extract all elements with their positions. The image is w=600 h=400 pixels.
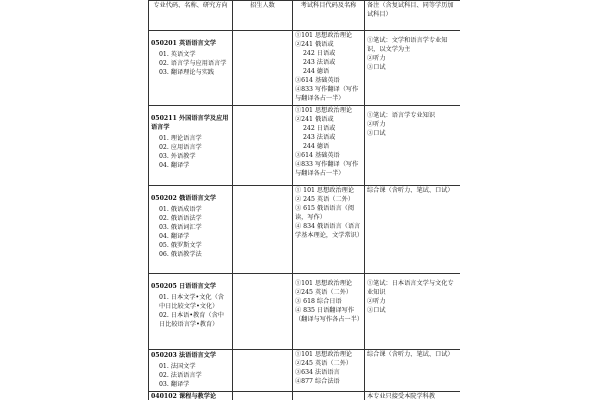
exam-item: ① 101 思想政治理论 — [295, 186, 355, 194]
enrollment-cell — [233, 391, 293, 400]
exam-item: ①101 思想政治理论 — [295, 106, 353, 114]
exam-item: ②245 英语（二外） — [295, 288, 353, 296]
header-notes: 备注（含复试科目、同等学历加试科目） — [365, 1, 461, 31]
exam-item: 242 日语或 — [303, 124, 336, 132]
direction-item: 04. 翻译学 — [159, 232, 190, 240]
header-program: 专业代码、名称、研究方向 — [149, 1, 233, 31]
direction-item: 01. 日本文学•文化（含中日比较文学•文化） — [159, 293, 224, 310]
enrollment-cell — [233, 273, 293, 349]
exam-item: ②241 俄语或 — [295, 40, 334, 48]
program-title: 050205 日语语言文学 — [151, 282, 217, 290]
program-title: 040102 课程与教学论 — [151, 392, 217, 400]
program-title: 050201 英语语言文学 — [151, 40, 217, 47]
enrollment-cell — [233, 349, 293, 391]
exam-item: ② 245 英语（二外） — [295, 195, 355, 203]
exams-cell — [293, 391, 365, 400]
program-title: 050211 外国语言学及应用语言学 — [151, 114, 229, 131]
note-item: ③口试 — [367, 129, 386, 137]
note-item: 综合课（含听力、笔试、口试） — [367, 350, 454, 358]
exam-item: ④877 综合法语 — [295, 377, 340, 385]
header-exams: 考试科目代码及名称 — [293, 1, 365, 31]
direction-item: 04. 翻译学 — [159, 161, 190, 169]
exam-item: ①101 思想政治理论 — [295, 350, 353, 358]
notes-cell — [365, 185, 461, 273]
admissions-table — [148, 0, 460, 400]
exam-item: ③614 基础英语 — [295, 151, 340, 159]
table-row-french — [149, 349, 461, 391]
exam-item: 244 德语 — [303, 142, 330, 150]
direction-item: 01. 理论语言学 — [159, 134, 202, 142]
table-row-curriculum — [149, 391, 461, 400]
exams-cell — [293, 185, 365, 273]
direction-item: 02. 语言学与应用语言学 — [159, 59, 227, 67]
program-title: 050203 法语语言文学 — [151, 351, 217, 359]
exam-item: ④ 835 日语翻译写作（翻译与写作各占一半） — [295, 306, 364, 323]
exam-item: ②245 英语（二外） — [295, 359, 353, 367]
program-cell — [149, 185, 233, 273]
exam-item: 243 法语或 — [303, 133, 336, 141]
exams-cell — [293, 349, 365, 391]
table-row-english-literature — [149, 31, 461, 106]
notes-cell — [365, 31, 461, 106]
exam-item: ④833 写作翻译（写作与翻译各占一半） — [295, 85, 359, 102]
direction-item: 05. 俄罗斯文学 — [159, 241, 202, 249]
direction-item: 02. 应用语言学 — [159, 143, 202, 151]
table-row-linguistics — [149, 105, 461, 185]
direction-item: 03. 翻译理论与实践 — [159, 68, 215, 76]
direction-item: 02. 俄语语法学 — [159, 214, 202, 222]
exams-cell — [293, 105, 365, 185]
admissions-table-page — [148, 0, 460, 400]
notes-cell — [365, 391, 461, 400]
table-row-japanese — [149, 273, 461, 349]
header-enrollment: 招生人数 — [233, 1, 293, 31]
exam-item: ①101 思想政治理论 — [295, 32, 353, 39]
direction-item: 02. 法语语言学 — [159, 371, 202, 379]
exam-item: ④ 834 俄语语言（语言学基本理论，文学常识） — [295, 222, 364, 239]
notes-cell — [365, 105, 461, 185]
note-item: ③口试 — [367, 306, 386, 314]
direction-item: 03. 俄语词汇学 — [159, 223, 202, 231]
note-item: 本专业只接受本院学科教 — [367, 392, 436, 400]
enrollment-cell — [233, 105, 293, 185]
exam-item: ④833 写作翻译（写作与翻译各占一半） — [295, 160, 359, 177]
note-item: ②听力 — [367, 54, 386, 62]
table-header-row — [149, 1, 461, 31]
program-cell — [149, 105, 233, 185]
exam-item: 243 法语或 — [303, 58, 336, 66]
exam-item: ③ 618 综合日语 — [295, 297, 342, 305]
note-item: ①笔试：日本语言文学与文化专业知识 — [367, 279, 454, 296]
exams-cell — [293, 31, 365, 106]
exam-item: ①101 思想政治理论 — [295, 279, 353, 287]
direction-item: 01. 英语文学 — [159, 50, 196, 58]
enrollment-cell — [233, 185, 293, 273]
exam-item: ③614 基础英语 — [295, 76, 340, 84]
program-cell — [149, 391, 233, 400]
note-item: ③口试 — [367, 63, 386, 71]
note-item: ②听力 — [367, 120, 386, 128]
note-item: ②听力 — [367, 297, 386, 305]
exam-item: ②241 俄语或 — [295, 115, 334, 123]
program-title: 050202 俄语语言文学 — [151, 194, 217, 202]
exam-item: ③ 615 俄语语言（阅读，写作） — [295, 204, 355, 221]
direction-item: 06. 俄语教学法 — [159, 250, 202, 258]
program-cell — [149, 349, 233, 391]
notes-cell — [365, 273, 461, 349]
table-row-russian — [149, 185, 461, 273]
note-item: ①笔试：语言学专业知识 — [367, 111, 436, 119]
program-cell — [149, 273, 233, 349]
notes-cell — [365, 349, 461, 391]
exam-item: 244 德语 — [303, 67, 330, 75]
exams-cell — [293, 273, 365, 349]
direction-item: 03. 翻译学 — [159, 380, 190, 388]
direction-item: 01. 法国文学 — [159, 362, 196, 370]
note-item: 综合课（含听力、笔试、口试） — [367, 186, 454, 194]
program-cell — [149, 31, 233, 106]
exam-item: 242 日语或 — [303, 49, 336, 57]
direction-item: 01. 俄语成语学 — [159, 205, 202, 213]
direction-item: 03. 外语教学 — [159, 152, 196, 160]
enrollment-cell — [233, 31, 293, 106]
direction-item: 02. 日本语•教育（含中日比较语言学•教育） — [159, 311, 224, 328]
note-item: ①笔试：文学和语言学专业知识，以文学为主 — [367, 37, 448, 53]
exam-item: ③634 法语语言 — [295, 368, 340, 376]
